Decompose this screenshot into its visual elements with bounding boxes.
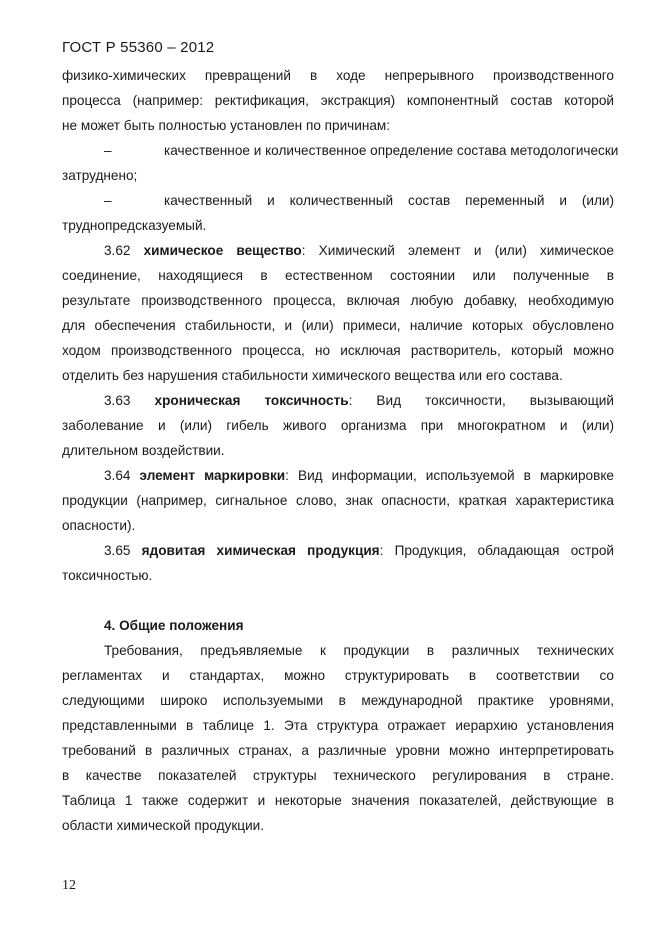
term-separator: : [301,243,306,258]
term-separator: : [379,543,384,558]
paragraph-line: области химической продукции. [62,818,265,833]
paragraph-line: не может быть полностью установлен по причинам: [62,118,391,133]
term-definition [62,388,614,413]
paragraph-line: токсичностью. [62,568,153,583]
paragraph-line: в качестве показателей структуры технического регулирования в стране. [62,768,614,783]
spacer [62,588,614,613]
paragraph-line: Таблица 1 также содержит и некоторые значения показателей, действующие в [62,793,614,808]
term-definition [62,538,614,563]
list-item-text: качественное и количественное определение состава методологически [164,143,619,158]
term-name: хроническая токсичность [154,393,349,408]
page-number: 12 [62,878,76,893]
term-text: Химический элемент и (или) химическое [318,243,614,258]
paragraph-line: физико-химических превращений в ходе непрерывного производственного [62,68,614,83]
term-separator: : [348,393,353,408]
paragraph-line: продукции (например, сигнальное слово, знак опасности, краткая характеристика [62,493,614,508]
dash-bullet: – [104,193,112,208]
term-name: ядовитая химическая продукция [141,543,380,558]
list-item-continuation: труднопредсказуемый. [62,218,207,233]
term-definition [62,463,614,488]
term-number: 3.64 [104,468,131,483]
paragraph-line: соединение, находящиеся в естественном состоянии или полученные в [62,268,614,283]
paragraph-line: отделить без нарушения стабильности химического вещества или его состава. [62,368,563,383]
term-text: Вид токсичности, вызывающий [376,393,614,408]
list-item-continuation: затруднено; [62,168,138,183]
paragraph-line: Требования, предъявляемые к продукции в различных технических [104,643,614,658]
term-text: Вид информации, используемой в маркировке [298,468,614,483]
section-heading: 4. Общие положения [104,618,244,633]
list-item [62,138,619,163]
paragraph-line: опасности). [62,518,136,533]
term-text: Продукция, обладающая острой [394,543,614,558]
paragraph-line: следующими широко используемыми в международной практике уровнями, [62,693,614,708]
document-header: ГОСТ Р 55360 – 2012 [62,39,215,56]
list-item [62,188,614,213]
dash-bullet: – [104,143,112,158]
term-separator: : [285,468,289,483]
document-body [62,63,619,838]
term-number: 3.62 [104,243,131,258]
paragraph-line: ходом производственного процесса, но исключая растворитель, который можно [62,343,614,358]
term-name: элемент маркировки [139,468,286,483]
paragraph-line: для обеспечения стабильности, и (или) примеси, наличие которых обусловлено [62,318,614,333]
paragraph-line: процесса (например: ректификация, экстракция) компонентный состав которой [62,93,614,108]
term-number: 3.63 [104,393,131,408]
paragraph-line: результате производственного процесса, включая любую добавку, необходимую [62,293,614,308]
term-number: 3.65 [104,543,131,558]
paragraph-line: регламентах и стандартах, можно структурировать в соответствии со [62,668,614,683]
paragraph-line: заболевание и (или) гибель живого организма при многократном и (или) [62,418,614,433]
paragraph-line: представленными в таблице 1. Эта структура отражает иерархию установления [62,718,614,733]
paragraph-line: длительном воздействии. [62,443,225,458]
paragraph-line: требований в различных странах, а различные уровни можно интерпретировать [62,743,614,758]
term-name: химическое вещество [143,243,302,258]
list-item-text: качественный и количественный состав переменный и (или) [164,193,614,208]
term-definition [62,238,614,263]
